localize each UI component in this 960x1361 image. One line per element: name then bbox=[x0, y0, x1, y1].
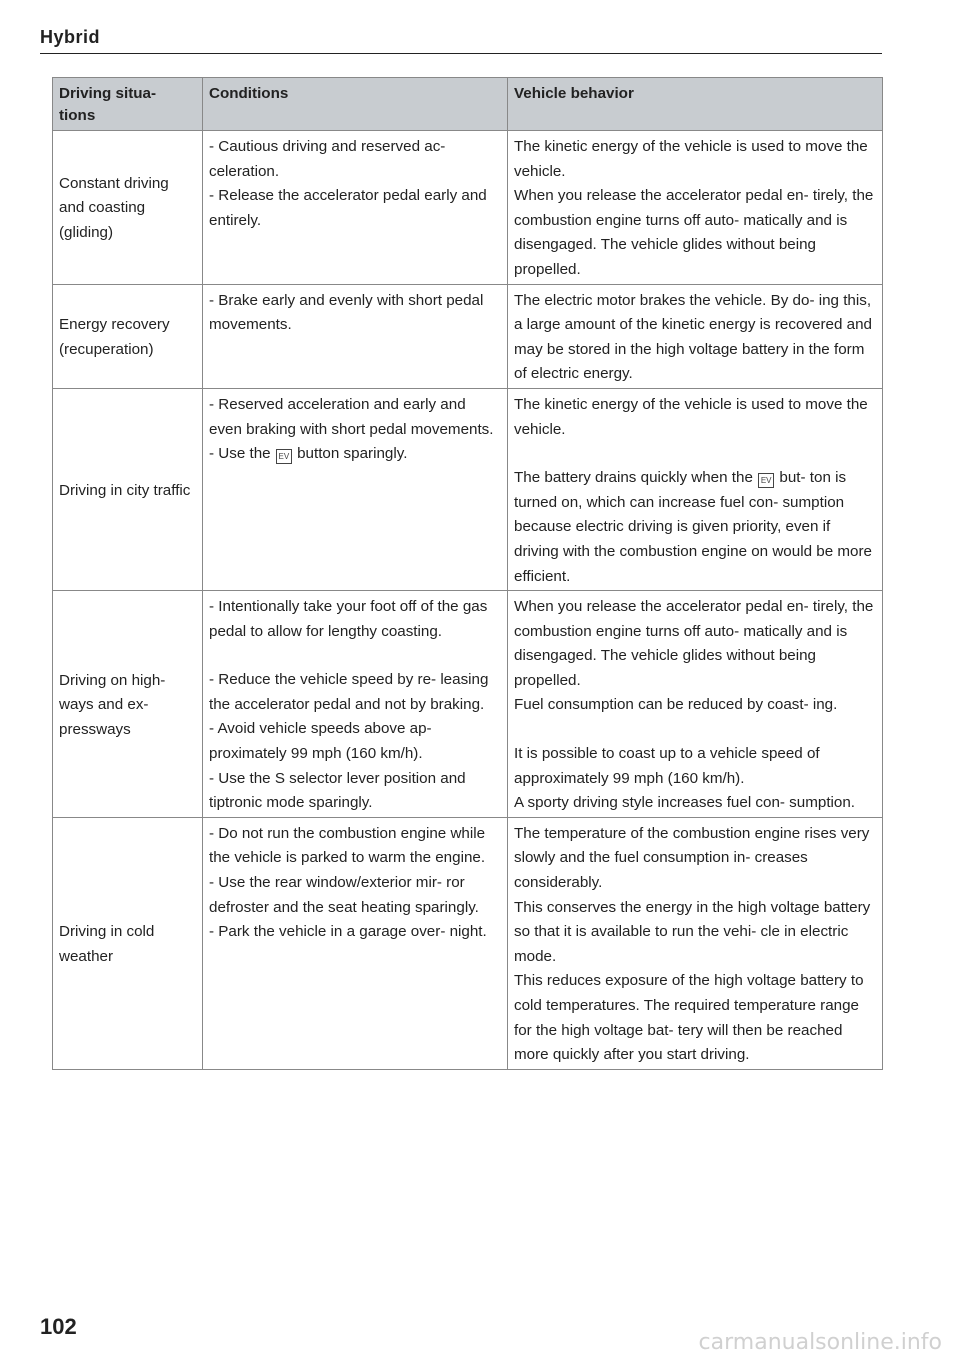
behavior-item: When you release the accelerator pedal en- tirely, the combustion engine turns off auto- matically and is disengaged. The vehicle glides without being propelled. bbox=[514, 187, 874, 278]
condition-item: - Release the accelerator pedal early and entirely. bbox=[209, 187, 487, 229]
situation-cell: Energy recovery (recuperation) bbox=[53, 284, 203, 388]
behavior-text-after-icon: but- ton is turned on, which can increase fuel con- sumption because electric driving is given priority, even if driving with the combustion engine on would be more efficient. bbox=[514, 469, 872, 585]
behavior-item-with-icon bbox=[514, 466, 876, 589]
table-row bbox=[53, 131, 883, 285]
situation-cell: Constant driving and coasting (gliding) bbox=[53, 131, 203, 285]
situation-cell: Driving in city traffic bbox=[53, 388, 203, 590]
condition-item: - Reserved acceleration and early and even braking with short pedal movements. bbox=[209, 395, 494, 438]
behavior-item: When you release the accelerator pedal en- tirely, the combustion engine turns off auto- matically and is disengaged. The vehicle glides without being propelled. bbox=[514, 598, 874, 689]
conditions-cell bbox=[203, 284, 508, 388]
conditions-cell bbox=[203, 131, 508, 285]
behavior-item: It is possible to coast up to a vehicle speed of approximately 99 mph (160 km/h). bbox=[514, 745, 820, 787]
condition-item: - Use the rear window/exterior mir- ror defroster and the seat heating sparingly. bbox=[209, 874, 479, 916]
ev-mode-button-icon: EV bbox=[276, 449, 292, 464]
condition-item: - Do not run the combustion engine while the vehicle is parked to warm the engine. bbox=[209, 824, 486, 867]
condition-item: - Use the S selector lever position and tiptronic mode sparingly. bbox=[209, 769, 466, 812]
condition-item: - Cautious driving and reserved ac- celeration. bbox=[209, 138, 446, 180]
condition-item: - Reduce the vehicle speed by re- leasing the accelerator pedal and not by braking. bbox=[209, 671, 489, 713]
behavior-item: Fuel consumption can be reduced by coast- ing. bbox=[514, 696, 838, 714]
condition-item: - Intentionally take your foot off of the gas pedal to allow for lengthy coasting. bbox=[209, 598, 488, 640]
page-number: 102 bbox=[40, 1314, 77, 1339]
table-row bbox=[53, 388, 883, 590]
section-title: Hybrid bbox=[40, 27, 101, 47]
situation-cell: Driving on high- ways and ex- pressways bbox=[53, 591, 203, 818]
condition-item: - Brake early and evenly with short pedal movements. bbox=[209, 291, 484, 334]
behavior-item: This conserves the energy in the high voltage battery so that it is available to run the vehi- cle in electric mode. bbox=[514, 898, 871, 965]
conditions-cell bbox=[203, 817, 508, 1069]
column-header-behavior: Vehicle behavior bbox=[508, 78, 883, 131]
title-divider bbox=[40, 53, 882, 54]
table-row bbox=[53, 591, 883, 818]
behavior-item: The kinetic energy of the vehicle is used to move the vehicle. bbox=[514, 395, 868, 438]
conditions-cell bbox=[203, 591, 508, 818]
column-header-conditions: Conditions bbox=[203, 78, 508, 131]
condition-text-after-icon: button sparingly. bbox=[297, 445, 408, 463]
behavior-item: The electric motor brakes the vehicle. By do- ing this, a large amount of the kinetic energy is recovered and may be stored in the high voltage battery in the form of electric energy. bbox=[514, 291, 872, 383]
condition-item: - Park the vehicle in a garage over- night. bbox=[209, 923, 487, 941]
condition-text-before-icon: - Use the bbox=[209, 445, 271, 463]
watermark: carmanualsonline.info bbox=[698, 1330, 942, 1355]
table-row bbox=[53, 284, 883, 388]
behavior-item: The temperature of the combustion engine rises very slowly and the fuel consumption in- creases considerably. bbox=[514, 824, 870, 892]
ev-mode-button-icon: EV bbox=[758, 473, 774, 488]
table-row bbox=[53, 817, 883, 1069]
conditions-cell bbox=[203, 388, 508, 590]
driving-tips-table bbox=[52, 77, 883, 1070]
behavior-cell bbox=[508, 284, 883, 388]
table-header-row bbox=[53, 78, 883, 131]
condition-item: - Avoid vehicle speeds above ap- proximately 99 mph (160 km/h). bbox=[209, 720, 432, 763]
behavior-text-before-icon: The battery drains quickly when the bbox=[514, 469, 753, 487]
behavior-cell bbox=[508, 817, 883, 1069]
behavior-item: A sporty driving style increases fuel con- sumption. bbox=[514, 794, 856, 812]
behavior-item: The kinetic energy of the vehicle is used to move the vehicle. bbox=[514, 138, 868, 180]
behavior-cell bbox=[508, 131, 883, 285]
behavior-item: This reduces exposure of the high voltage battery to cold temperatures. The required temperature range for the high voltage bat- tery will then be reached more quickly after you start driving. bbox=[514, 972, 864, 1064]
situation-cell: Driving in cold weather bbox=[53, 817, 203, 1069]
column-header-situations: Driving situa- tions bbox=[53, 78, 203, 131]
behavior-cell bbox=[508, 591, 883, 818]
condition-item-with-icon bbox=[209, 442, 501, 467]
behavior-cell bbox=[508, 388, 883, 590]
